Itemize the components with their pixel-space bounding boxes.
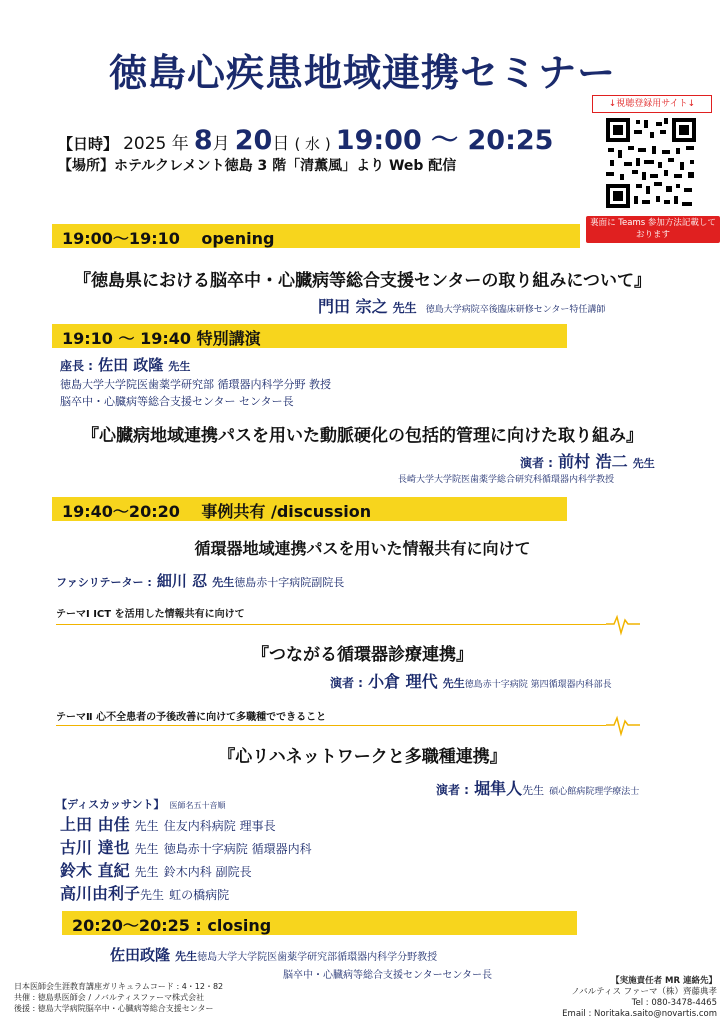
theme2-divider	[56, 725, 606, 726]
facilitator-label: ファシリテーター :	[56, 576, 152, 589]
theme1-title: 『つながる循環器診療連携』	[252, 645, 473, 665]
contact-email[interactable]: Email : Noritaka.saito@novartis.com	[562, 1009, 717, 1019]
opening-speaker-name: 門田 宗之	[318, 297, 388, 316]
theme2-speaker	[436, 776, 639, 799]
opening-speaker	[318, 294, 605, 317]
special-speaker	[520, 449, 655, 472]
theme2-label: テーマⅡ 心不全患者の予後改善に向けて多職種でできること	[56, 712, 327, 723]
discussant-affil: 徳島赤十字病院 循環器内科	[163, 842, 312, 856]
facilitator-affil: 徳島赤十字病院副院長	[234, 576, 345, 589]
venue-label: 【場所】	[58, 158, 114, 174]
discussant-header	[56, 793, 226, 812]
facilitator	[56, 570, 344, 591]
discussant-note: 医師名五十音順	[169, 801, 226, 810]
qr-code[interactable]	[604, 116, 698, 210]
heartbeat-icon	[606, 715, 640, 741]
facilitator-hon: 先生	[212, 576, 235, 589]
section-bar-special	[52, 324, 567, 348]
chair-hon: 先生	[168, 360, 191, 373]
discussant-hon: 先生	[134, 819, 159, 833]
opening-speaker-affil: 徳島大学病院卒後臨床研修センター特任講師	[425, 305, 606, 315]
discussant-name: 上田 由佳	[60, 815, 130, 834]
theme2-title: 『心リハネットワークと多職種連携』	[218, 747, 507, 767]
theme1-speaker-name: 小倉 理代	[368, 672, 438, 691]
footer-left	[14, 981, 223, 1014]
contact-tel: Tel : 080-3478-4465	[631, 998, 717, 1008]
datetime-weekday: ( 水 )	[294, 135, 331, 153]
section-bar-opening	[52, 224, 580, 248]
theme1-speaker	[330, 669, 612, 692]
theme1-divider	[56, 624, 606, 625]
datetime-time: 19:00 〜 20:25	[335, 125, 554, 156]
datetime-day: 20	[234, 125, 273, 156]
opening-lecture-title: 『徳島県における脳卒中・心臓病等総合支援センターの取り組みについて』	[74, 271, 651, 291]
contact-name: ノバルティス ファーマ（株）齊藤典孝	[571, 987, 717, 997]
section-bar-opening-label: 19:00〜19:10 opening	[62, 229, 275, 248]
closing-speaker-name: 佐田政隆	[110, 946, 171, 964]
teams-note: 裏面に Teams 参加方法記載しております	[586, 216, 720, 243]
supporter: 後援 : 徳島大学病院脳卒中・心臓病等総合支援センター	[14, 1004, 214, 1013]
discussant-name: 高川由利子	[60, 884, 141, 903]
datetime-year: 2025 年	[123, 134, 189, 154]
section-bar-closing-label: 20:20〜20:25 : closing	[72, 916, 272, 935]
discussant-name: 古川 達也	[60, 838, 130, 857]
theme1-speaker-affil: 徳島赤十字病院 第四循環器内科部長	[464, 680, 612, 690]
closing-speaker-affil-2: 脳卒中・心臓病等総合支援センターセンター長	[283, 970, 492, 981]
theme2-speaker-name: 堀隼人	[474, 779, 523, 798]
list-item	[60, 812, 312, 835]
footer-contact	[562, 976, 717, 1020]
discussion-heading: 循環器地域連携パスを用いた情報共有に向けて	[194, 539, 531, 558]
special-speaker-label: 演者 :	[520, 456, 553, 470]
theme1-speaker-hon: 先生	[442, 677, 465, 690]
discussant-hon: 先生	[134, 842, 159, 856]
list-item	[60, 881, 312, 904]
closing-speaker-hon: 先生	[175, 950, 198, 963]
special-chair	[60, 354, 190, 375]
theme1-label: テーマⅠ ICT を活用した情報共有に向けて	[56, 609, 245, 620]
section-bar-discussion-label: 19:40〜20:20 事例共有 /discussion	[62, 502, 372, 521]
theme2-speaker-affil: 碩心館病院理学療法士	[549, 787, 640, 797]
list-item	[60, 858, 312, 881]
list-item	[60, 835, 312, 858]
discussant-affil: 住友内科病院 理事長	[163, 819, 276, 833]
contact-heading: 【実施責任者 MR 連絡先】	[611, 976, 717, 986]
venue-text: ホテルクレメント徳島 3 階「清薫風」より Web 配信	[114, 158, 457, 174]
closing-speaker	[110, 944, 437, 965]
discussant-list	[60, 812, 312, 904]
closing-speaker-affil-1: 徳島大学大学院医歯薬学研究部循環器内科学分野教授	[197, 952, 438, 963]
chair-affil-2: 脳卒中・心臓病等総合支援センター センター長	[60, 395, 294, 408]
chair-affil-1: 徳島大学大学院医歯薬学研究部 循環器内科学分野 教授	[60, 378, 331, 391]
theme2-speaker-hon: 先生	[522, 784, 545, 797]
chair-name: 佐田 政隆	[98, 356, 164, 374]
discussant-hon: 先生	[140, 888, 165, 902]
event-datetime	[58, 118, 553, 158]
section-bar-discussion	[52, 497, 567, 521]
page-title: 徳島心疾患地域連携セミナー	[108, 51, 616, 95]
opening-speaker-hon: 先生	[392, 301, 417, 315]
datetime-day-unit: 日	[272, 134, 290, 154]
theme2-speaker-label: 演者 :	[436, 783, 469, 797]
discussant-affil: 虹の橋病院	[169, 888, 230, 902]
discussant-hon: 先生	[134, 865, 159, 879]
datetime-month-unit: 月	[212, 134, 230, 154]
discussant-label: 【ディスカッサント】	[56, 798, 165, 811]
co-sponsor: 共催 : 徳島県医師会 / ノバルティスファーマ株式会社	[14, 993, 205, 1002]
heartbeat-icon	[606, 614, 640, 640]
datetime-month: 8	[193, 125, 213, 156]
section-bar-closing	[62, 911, 577, 935]
facilitator-name: 細川 忍	[156, 572, 208, 590]
special-speaker-affil: 長崎大学大学院医歯薬学総合研究科循環器内科学教授	[398, 475, 615, 485]
chair-label: 座長 :	[60, 359, 93, 373]
theme1-speaker-label: 演者 :	[330, 676, 363, 690]
cme-code: 日本医師会生涯教育講座ガリキュラムコード : 4・12・82	[14, 982, 224, 991]
datetime-label: 【日時】	[58, 135, 119, 153]
section-bar-special-label: 19:10 〜 19:40 特別講演	[62, 329, 261, 348]
special-speaker-hon: 先生	[632, 457, 655, 470]
qr-register-label: ↓視聴登録用サイト↓	[592, 95, 712, 113]
discussant-affil: 鈴木内科 副院長	[163, 865, 252, 879]
discussant-name: 鈴木 直紀	[60, 861, 130, 880]
event-venue	[58, 155, 456, 175]
special-lecture-title: 『心臓病地域連携パスを用いた動脈硬化の包括的管理に向けた取り組み』	[82, 426, 643, 446]
special-speaker-name: 前村 浩二	[558, 452, 628, 471]
